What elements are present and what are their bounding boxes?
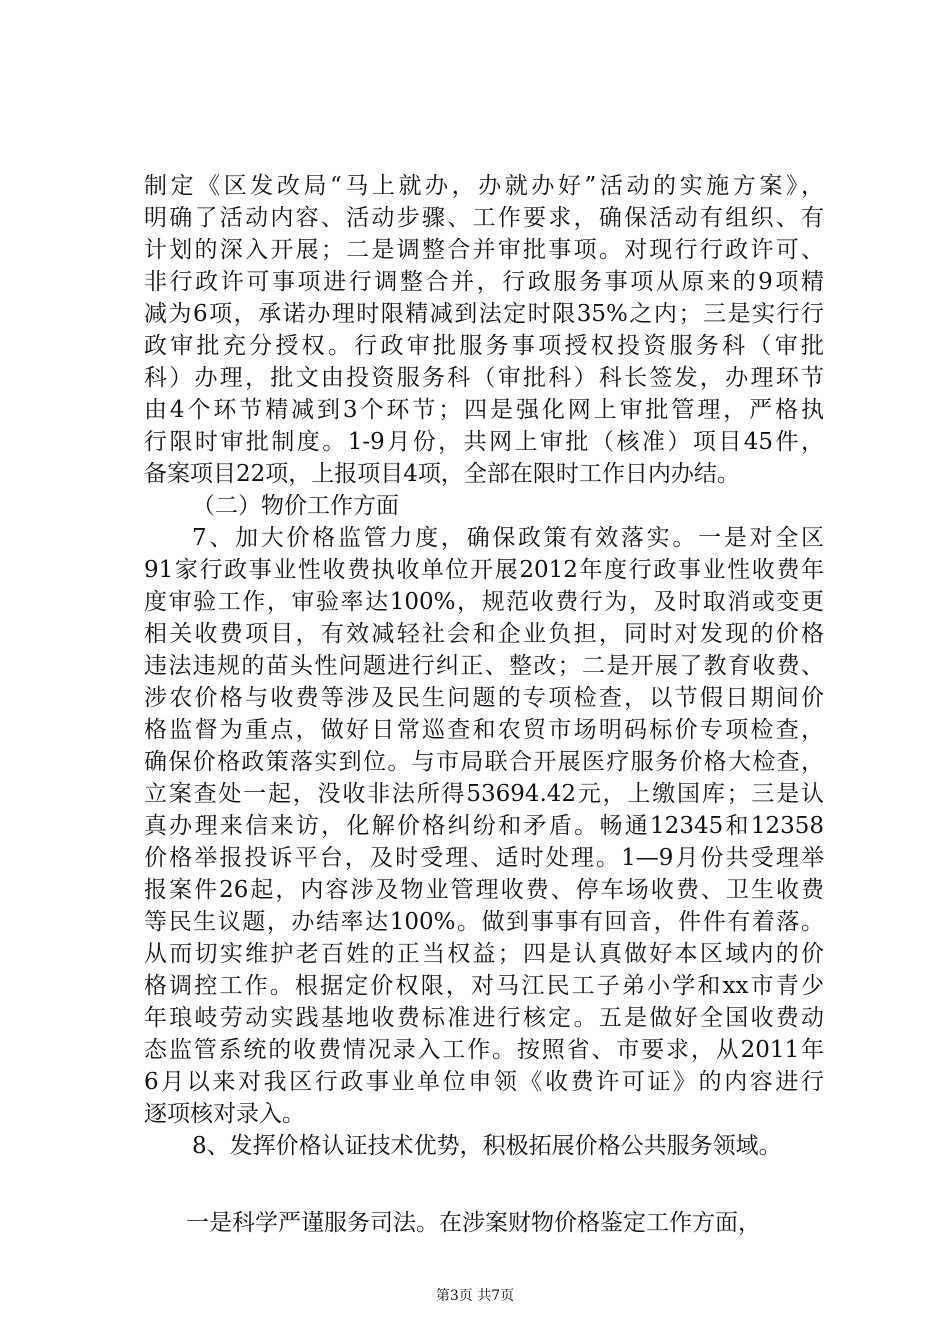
text-line: 报案件26起，内容涉及物业管理收费、停车场收费、卫生收费 xyxy=(144,877,824,903)
text-line: 相关收费项目，有效减轻社会和企业负担，同时对发现的价格 xyxy=(144,621,824,647)
text-line: 7、加大价格监管力度，确保政策有效落实。一是对全区 xyxy=(192,525,824,551)
text-line: 逐项核对录入。 xyxy=(144,1101,305,1127)
text-line: 真办理来信来访，化解价格纠纷和矛盾。畅通12345和12358 xyxy=(144,813,824,839)
text-line: 一是科学严谨服务司法。在涉案财物价格鉴定工作方面， xyxy=(186,1210,761,1236)
text-line: 91家行政事业性收费执收单位开展2012年度行政事业性收费年 xyxy=(144,557,824,583)
text-line: 行限时审批制度。1-9月份，共网上审批（核准）项目45件， xyxy=(144,429,824,455)
text-line: 格监督为重点，做好日常巡查和农贸市场明码标价专项检查， xyxy=(144,717,824,743)
text-line: 从而切实维护老百姓的正当权益；四是认真做好本区域内的价 xyxy=(144,941,824,967)
text-line: 确保价格政策落实到位。与市局联合开展医疗服务价格大检查， xyxy=(144,749,824,775)
text-line: 科）办理，批文由投资服务科（审批科）科长签发，办理环节 xyxy=(144,365,824,391)
text-line: 度审验工作，审验率达100%，规范收费行为，及时取消或变更 xyxy=(144,589,824,615)
text-line: 由4个环节精减到3个环节；四是强化网上审批管理，严格执 xyxy=(144,397,824,423)
text-line: 等民生议题，办结率达100%。做到事事有回音，件件有着落。 xyxy=(144,909,824,935)
document-body xyxy=(144,170,824,1239)
text-line: 备案项目22项，上报项目4项，全部在限时工作日内办结。 xyxy=(144,461,740,487)
text-line: 计划的深入开展；二是调整合并审批事项。对现行行政许可、 xyxy=(144,237,824,263)
text-line: 6月以来对我区行政事业单位申领《收费许可证》的内容进行 xyxy=(144,1069,824,1095)
text-line: 格调控工作。根据定价权限，对马江民工子弟小学和xx市青少 xyxy=(144,973,824,999)
text-line: 立案查处一起，没收非法所得53694.42元，上缴国库；三是认 xyxy=(144,781,824,807)
text-line: 态监管系统的收费情况录入工作。按照省、市要求，从2011年 xyxy=(144,1037,824,1063)
paragraph-heading: 8、发挥价格认证技术优势，积极拓展价格公共服务领域。 xyxy=(192,1133,782,1159)
text-line: 政审批充分授权。行政审批服务事项授权投资服务科（审批 xyxy=(144,333,824,359)
text-line: 涉农价格与收费等涉及民生问题的专项检查，以节假日期间价 xyxy=(144,685,824,711)
text-line: 违法违规的苗头性问题进行纠正、整改；二是开展了教育收费、 xyxy=(144,653,824,679)
text-line: 非行政许可事项进行调整合并，行政服务事项从原来的9项精 xyxy=(144,269,824,295)
page-footer: 第3页 共7页 xyxy=(435,1288,515,1304)
text-line: 明确了活动内容、活动步骤、工作要求，确保活动有组织、有 xyxy=(144,205,824,231)
text-line: 制定《区发改局“马上就办，办就办好”活动的实施方案》， xyxy=(144,173,824,199)
text-line: 年琅岐劳动实践基地收费标准进行核定。五是做好全国收费动 xyxy=(144,1005,824,1031)
section-heading: （二）物价工作方面 xyxy=(192,493,399,519)
text-line: 减为6项，承诺办理时限精减到法定时限35%之内；三是实行行 xyxy=(144,301,824,327)
text-line: 价格举报投诉平台，及时受理、适时处理。1—9月份共受理举 xyxy=(144,845,824,871)
